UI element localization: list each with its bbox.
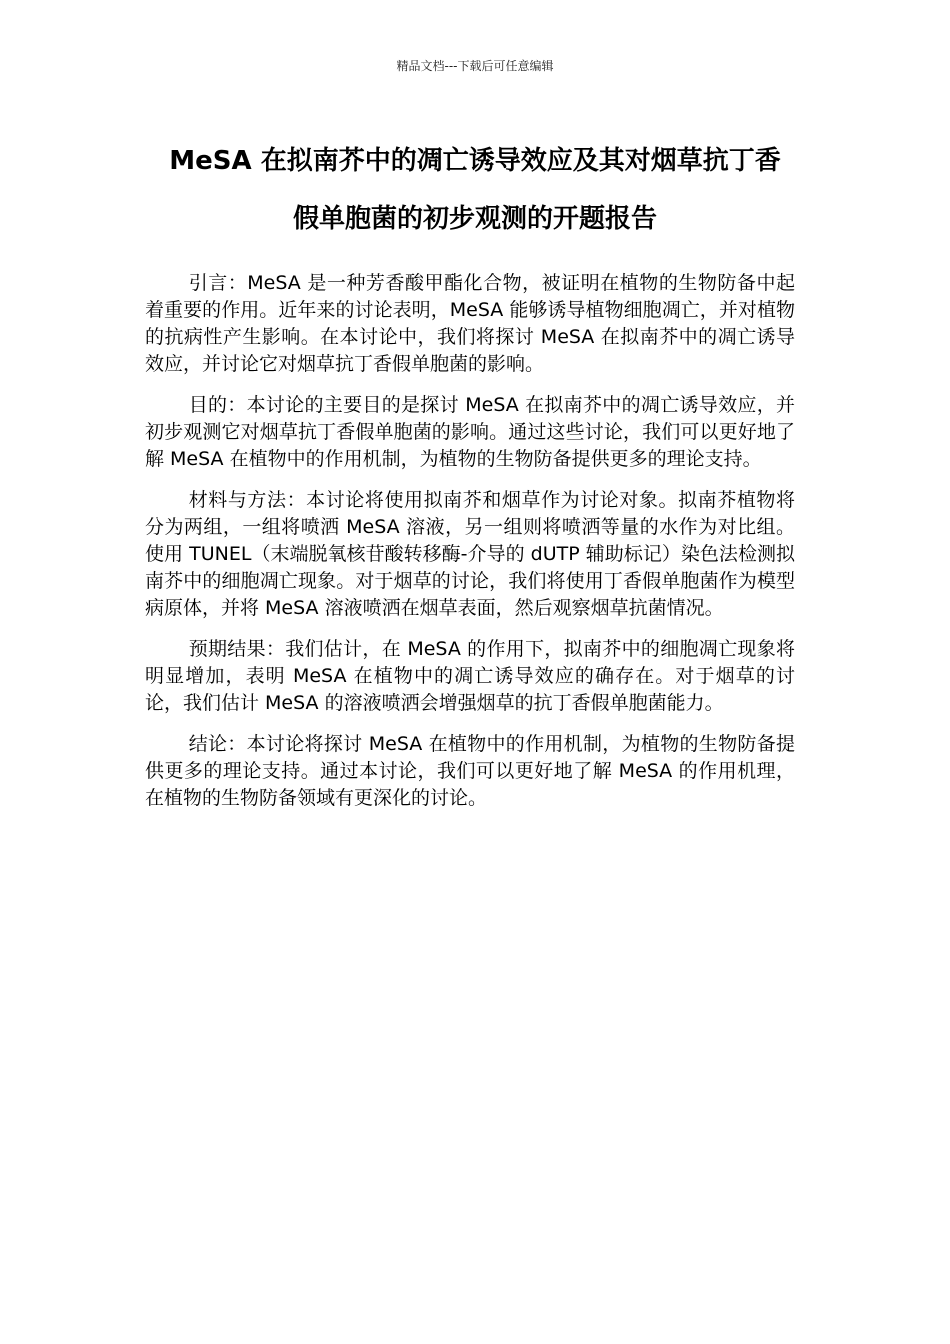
title-line-1: MeSA 在拟南芥中的凋亡诱导效应及其对烟草抗丁香: [169, 146, 781, 176]
document-title: [120, 132, 830, 248]
paragraph-introduction: 引言：MeSA 是一种芳香酸甲酯化合物，被证明在植物的生物防备中起着重要的作用。近年来的讨论表明，MeSA 能够诱导植物细胞凋亡，并对植物的抗病性产生影响。在本讨论中，我们将探讨 MeSA 在拟南芥中的凋亡诱导效应，并讨论它对烟草抗丁香假单胞菌的影响。: [145, 272, 795, 375]
document-body: [145, 270, 795, 826]
header-note: 精品文档---下载后可任意编辑: [396, 59, 554, 73]
paragraph-methods: 材料与方法：本讨论将使用拟南芥和烟草作为讨论对象。拟南芥植物将分为两组，一组将喷洒 MeSA 溶液，另一组则将喷洒等量的水作为对比组。使用 TUNEL（末端脱氧核苷酸转移酶-介导的 dUTP 辅助标记）染色法检测拟南芥中的细胞凋亡现象。对于烟草的讨论，我们将使用丁香假单胞菌作为模型病原体，并将 MeSA 溶液喷洒在烟草表面，然后观察烟草抗菌情况。: [145, 489, 795, 619]
paragraph-expected-results: 预期结果：我们估计，在 MeSA 的作用下，拟南芥中的细胞凋亡现象将明显增加，表明 MeSA 在植物中的凋亡诱导效应的确存在。对于烟草的讨论，我们估计 MeSA 的溶液喷洒会增强烟草的抗丁香假单胞菌能力。: [145, 638, 795, 714]
paragraph-objective: 目的：本讨论的主要目的是探讨 MeSA 在拟南芥中的凋亡诱导效应，并初步观测它对烟草抗丁香假单胞菌的影响。通过这些讨论，我们可以更好地了解 MeSA 在植物中的作用机制，为植物的生物防备提供更多的理论支持。: [145, 394, 795, 470]
paragraph-conclusion: 结论：本讨论将探讨 MeSA 在植物中的作用机制，为植物的生物防备提供更多的理论支持。通过本讨论，我们可以更好地了解 MeSA 的作用机理，在植物的生物防备领域有更深化的讨论。: [145, 733, 795, 809]
title-line-2: 假单胞菌的初步观测的开题报告: [292, 204, 657, 234]
